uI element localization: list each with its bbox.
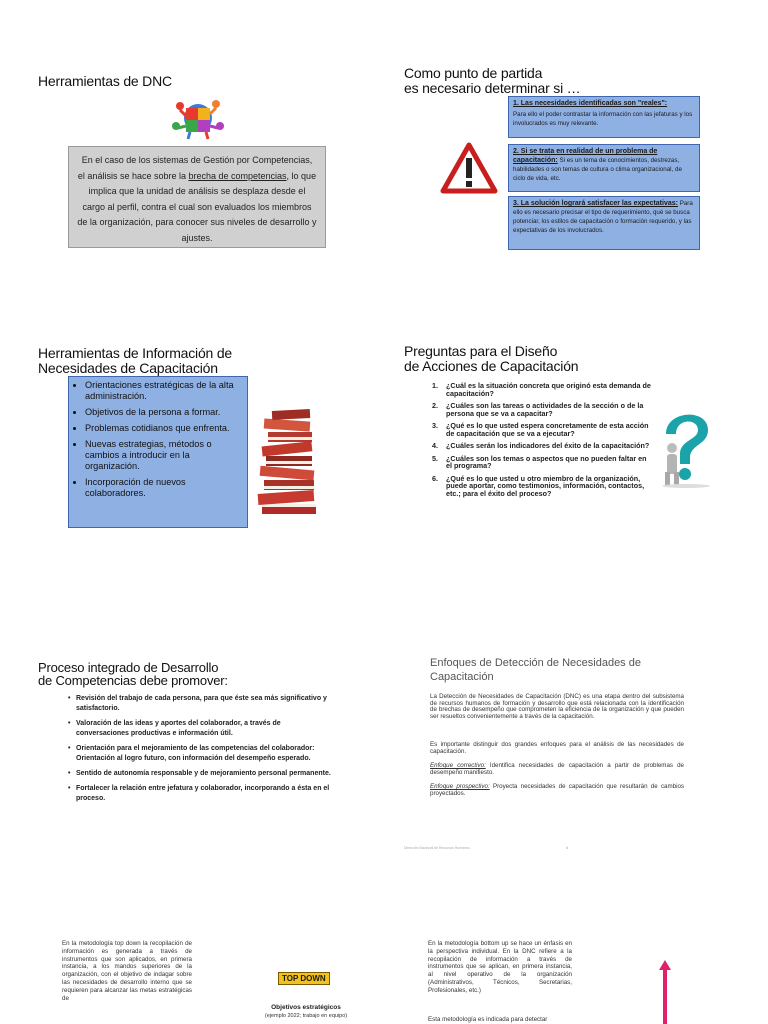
slide1-title: Herramientas de DNC xyxy=(38,73,172,89)
condition-3-body: Para ello es necesario precisar el tipo de requerimiento, qué se busca potenciar, los estilos de capacitación o formación requerido, y las expectativas de los involucrados. xyxy=(513,200,693,234)
condition-box-2 xyxy=(508,144,700,192)
information-sources-box xyxy=(68,376,248,528)
condition-box-3 xyxy=(508,196,700,250)
info-source-item: • Nuevas estrategias, métodos o cambios a introducir en la organización. xyxy=(85,439,241,472)
slide6-title-line2: Capacitación xyxy=(430,671,494,683)
slide4-title xyxy=(404,344,578,374)
slide6-page-number: 6 xyxy=(566,845,569,850)
promote-item: • Sentido de autonomía responsable y de mejoramiento personal permanente. xyxy=(68,770,331,777)
slide5-title-line2: de Competencias debe promover: xyxy=(38,672,228,688)
bottom-up-paragraph-2: Esta metodología es indicada para detectar xyxy=(428,1016,548,1023)
info-source-item: • Objetivos de la persona a formar. xyxy=(85,407,241,418)
question-item xyxy=(432,422,654,437)
question-mark-figure-icon xyxy=(656,404,716,488)
objetivos-estrategicos-label: Objetivos estratégicos xyxy=(271,1004,341,1011)
slide6-footer-left: Dirección Nacional de Recursos Humanos xyxy=(404,846,470,850)
question-text: ¿Cuál es la situación concreta que originó esta demanda de capacitación? xyxy=(446,381,651,398)
enfoque-prospectivo-paragraph xyxy=(430,784,684,797)
question-number: 4. xyxy=(432,441,438,450)
question-number: 2. xyxy=(432,401,438,410)
slide4-title-line2: de Acciones de Capacitación xyxy=(404,358,579,374)
question-text: ¿Qué es lo que usted espera concretamente de esta acción de capacitación que se va a ejecutar? xyxy=(446,421,649,438)
promote-text: Orientación para el mejoramiento de las competencias del colaborador: Orientación al logro futuro, con información del desempeño esperado. xyxy=(76,745,315,762)
enfoque-prospectivo-label: Enfoque prospectivo: xyxy=(430,783,490,790)
team-puzzle-icon xyxy=(170,96,226,140)
slide5-title xyxy=(38,662,228,687)
enfoque-correctivo-text: Identifica necesidades de capacitación a partir de problemas de desempeño manifiesto. xyxy=(430,762,684,776)
design-questions-list xyxy=(432,382,654,502)
slide5-title-line1: Proceso integrado de Desarrollo xyxy=(38,660,219,675)
top-down-paragraph: En la metodología top down la recopilación de información es generada a través de instrumentos que son aplicados, en primera instancia, a los mandos superiores de la organización, con el objetivo de indagar sobre las necesidades de desarrollo interno que se requieren para alcanzar las metas estratégicas de xyxy=(62,940,192,1002)
slide2-title-line2: es necesario determinar si … xyxy=(404,80,581,96)
promote-list xyxy=(68,694,332,809)
dnc-text-a: En el caso de los sistemas de Gestión por Competencias, el análisis se hace sobre la xyxy=(77,155,313,181)
slide3-title-line1: Herramientas de Información de xyxy=(38,345,232,361)
slide3-title xyxy=(38,346,232,376)
slide6-title-line1: Enfoques de Detección de Necesidades de xyxy=(430,657,641,669)
question-item xyxy=(432,402,654,417)
question-item xyxy=(432,382,654,397)
info-source-item: • Problemas cotidianos que enfrenta. xyxy=(85,423,241,434)
promote-text: Sentido de autonomía responsable y de mejoramiento personal permanente. xyxy=(76,770,331,777)
condition-3-head: 3. La solución logrará satisfacer las expectativas: xyxy=(513,200,678,207)
question-text: ¿Cuáles son las tareas o actividades de la sección o de la persona que se va a capacitar? xyxy=(446,401,644,418)
question-number: 6. xyxy=(432,473,438,483)
condition-2-head: 2. Si se trata en realidad de un problema de capacitación: xyxy=(513,148,658,164)
slide2-title-line1: Como punto de partida xyxy=(404,65,543,81)
bottom-up-paragraph: En la metodología bottom up se hace un énfasis en la perspectiva individual. En la DNC refiere a la recopilación de información a través de instrumentos que se aplican, en primera instancia, al nivel operativo de la organización (Administrativos, Técnicos, Secretarias, Profesionales, etc.) xyxy=(428,940,572,994)
slide2-title xyxy=(404,66,580,96)
promote-text: Valoración de las ideas y aportes del colaborador, a través de conversaciones productivas e información útil. xyxy=(76,720,281,737)
condition-2-body: Si es un tema de conocimientos, destrezas, habilidades o son temas de cultura o clima organizacional, de ciclo de vida, etc. xyxy=(513,157,682,182)
promote-item: • Revisión del trabajo de cada persona, para que éste sea más significativo y satisfactorio. xyxy=(68,694,332,714)
question-number: 5. xyxy=(432,453,438,463)
promote-item: • Fortalecer la relación entre jefatura y colaborador, incorporando a ésta en el proceso. xyxy=(68,784,332,804)
enfoque-correctivo-paragraph xyxy=(430,763,684,776)
promote-text: Fortalecer la relación entre jefatura y colaborador, incorporando a ésta en el proceso. xyxy=(76,785,330,802)
question-text: ¿Cuáles serán los indicadores del éxito de la capacitación? xyxy=(446,441,650,450)
question-item xyxy=(432,442,654,450)
slide4-title-line1: Preguntas para el Diseño xyxy=(404,343,558,359)
info-source-item: • Incorporación de nuevos colaboradores. xyxy=(85,477,241,499)
dnc-description-box xyxy=(68,146,326,248)
enfoque-prospectivo-text: Proyecta necesidades de capacitación que resultarán de cambios proyectados. xyxy=(430,783,684,797)
warning-triangle-icon xyxy=(440,142,498,194)
question-text: ¿Cuáles son los temas o aspectos que no pueden faltar en el programa? xyxy=(446,453,647,470)
books-stack-icon xyxy=(256,408,318,516)
question-number: 1. xyxy=(432,381,438,390)
objetivos-example-label: (ejemplo 2022; trabajo en equipo) xyxy=(264,1013,348,1019)
enfoque-correctivo-label: Enfoque correctivo: xyxy=(430,762,486,769)
condition-box-1 xyxy=(508,96,700,138)
question-item xyxy=(432,455,654,470)
enfoques-intro-paragraph: Es importante distinguir dos grandes enfoques para el análisis de las necesidades de capacitación. xyxy=(430,741,684,755)
dnc-definition-paragraph: La Detección de Necesidades de Capacitación (DNC) es una etapa dentro del subsistema de recursos humanos de formación y desarrollo que está relacionada con la identificación de brechas de desempeño que comprometen la eficiencia de la organización y que pueden ser resueltos convenientemente a través de la capacitación. xyxy=(430,693,684,720)
slide6-title xyxy=(430,656,641,684)
question-number: 3. xyxy=(432,421,438,430)
up-arrow-icon xyxy=(658,960,672,1024)
info-source-item: • Orientaciones estratégicas de la alta administración. xyxy=(85,380,241,402)
question-item xyxy=(432,475,654,498)
condition-1-body: Para ello el poder contrastar la información con las jefaturas y los involucrados es muy relevante. xyxy=(513,111,693,127)
brecha-link-text: brecha de competencias xyxy=(188,170,287,181)
promote-text: Revisión del trabajo de cada persona, para que éste sea más significativo y satisfactorio. xyxy=(76,695,327,712)
condition-1-head: 1. Las necesidades identificadas son "reales": xyxy=(513,100,668,107)
top-down-badge: TOP DOWN xyxy=(278,972,330,985)
promote-item: • Valoración de las ideas y aportes del colaborador, a través de conversaciones productivas e información útil. xyxy=(68,719,332,739)
promote-item: • Orientación para el mejoramiento de las competencias del colaborador: Orientación al logro futuro, con información del desempeño esperado. xyxy=(68,744,332,764)
question-text: ¿Qué es lo que usted u otro miembro de la organización, puede aportar, como testimonios, información, contactos, etc.; para el éxito del proceso? xyxy=(446,473,645,498)
dnc-text-b: , lo que implica que la unidad de análisis se desplaza desde el cargo al perfil, contra el cual son evaluados los miembros de la organización, para conocer sus niveles de desarrollo y ajustes. xyxy=(77,170,317,243)
slide3-title-line2: Necesidades de Capacitación xyxy=(38,360,218,376)
